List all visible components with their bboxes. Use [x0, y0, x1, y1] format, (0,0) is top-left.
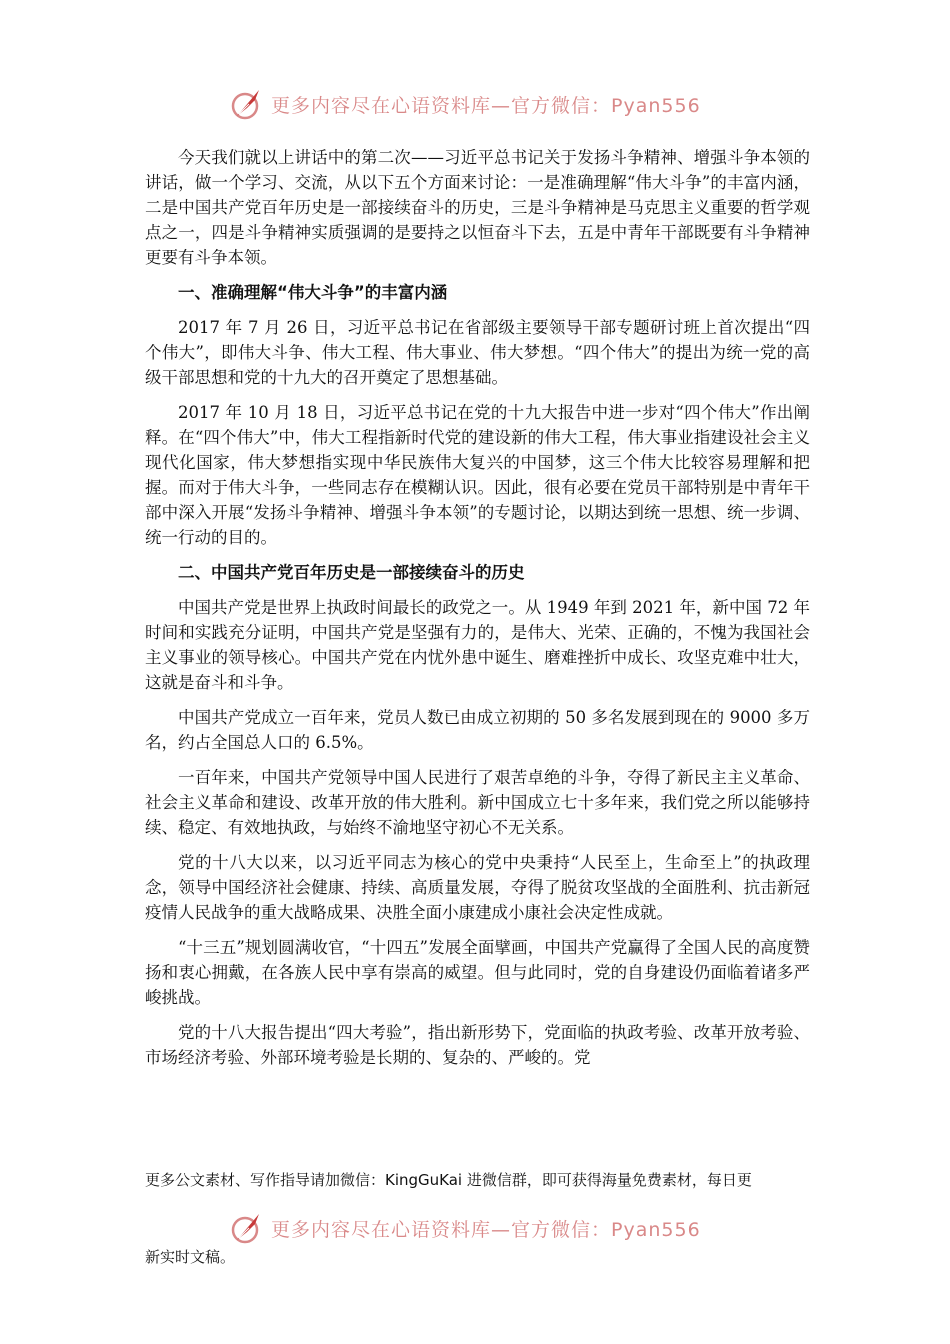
footer-banner: [229, 1208, 789, 1248]
quill-logo-icon: [229, 86, 265, 122]
footer-note: 更多公文素材、写作指导请加微信：KingGuKai 进微信群，即可获得海量免费素材，每日更: [145, 1171, 752, 1189]
section-heading-1: 一、准确理解“伟大斗争”的丰富内涵: [178, 283, 448, 302]
paragraph: 2017 年 10 月 18 日，习近平总书记在党的十九大报告中进一步对“四个伟大”作出阐释。在“四个伟大”中，伟大工程指新时代党的建设新的伟大工程，伟大事业指建设社会主义现代化国家，伟大梦想指实现中华民族伟大复兴的中国梦，这三个伟大比较容易理解和把握。而对于伟大斗争，一些同志存在模糊认识。因此，很有必要在党员干部特别是中青年干部中深入开展“发扬斗争精神、增强斗争本领”的专题讨论，以期达到统一思想、统一步调、统一行动的目的。: [145, 403, 810, 547]
paragraph: 一百年来，中国共产党领导中国人民进行了艰苦卓绝的斗争，夺得了新民主主义革命、社会主义革命和建设、改革开放的伟大胜利。新中国成立七十多年来，我们党之所以能够持续、稳定、有效地执政，与始终不渝地坚守初心不无关系。: [145, 768, 810, 837]
quill-logo-icon: [229, 1210, 265, 1246]
banner-text: 更多内容尽在心语资料库—官方微信：Pyan556: [271, 94, 701, 117]
paragraph: 党的十八大以来，以习近平同志为核心的党中央秉持“人民至上，生命至上”的执政理念，领导中国经济社会健康、持续、高质量发展，夺得了脱贫攻坚战的全面胜利、抗击新冠疫情人民战争的重大战略成果、决胜全面小康建成小康社会决定性成就。: [145, 853, 810, 922]
paragraph: “十三五”规划圆满收官，“十四五”发展全面擘画，中国共产党赢得了全国人民的高度赞扬和衷心拥戴，在各族人民中享有崇高的威望。但与此同时，党的自身建设仍面临着诸多严峻挑战。: [145, 938, 810, 1007]
footer-note-tail: 新实时文稿。: [145, 1248, 236, 1266]
header-banner: [229, 84, 789, 124]
intro-paragraph: 今天我们就以上讲话中的第二次——习近平总书记关于发扬斗争精神、增强斗争本领的讲话，做一个学习、交流，从以下五个方面来讨论：一是准确理解“伟大斗争”的丰富内涵，二是中国共产党百年历史是一部接续奋斗的历史，三是斗争精神是马克思主义重要的哲学观点之一，四是斗争精神实质强调的是要持之以恒奋斗下去，五是中青年干部既要有斗争精神更要有斗争本领。: [145, 148, 810, 267]
document-body: [145, 145, 810, 1080]
paragraph: 2017 年 7 月 26 日，习近平总书记在省部级主要领导干部专题研讨班上首次提出“四个伟大”，即伟大斗争、伟大工程、伟大事业、伟大梦想。“四个伟大”的提出为统一党的高级干部思想和党的十九大的召开奠定了思想基础。: [145, 318, 810, 387]
banner-text: 更多内容尽在心语资料库—官方微信：Pyan556: [271, 1218, 701, 1241]
section-heading-2: 二、中国共产党百年历史是一部接续奋斗的历史: [178, 563, 525, 582]
paragraph: 党的十八大报告提出“四大考验”，指出新形势下，党面临的执政考验、改革开放考验、市场经济考验、外部环境考验是长期的、复杂的、严峻的。党: [145, 1023, 810, 1067]
paragraph: 中国共产党是世界上执政时间最长的政党之一。从 1949 年到 2021 年，新中国 72 年时间和实践充分证明，中国共产党是坚强有力的，是伟大、光荣、正确的，不愧为我国社会主义事业的领导核心。中国共产党在内忧外患中诞生、磨难挫折中成长、攻坚克难中壮大，这就是奋斗和斗争。: [145, 598, 810, 692]
paragraph: 中国共产党成立一百年来，党员人数已由成立初期的 50 多名发展到现在的 9000 多万名，约占全国总人口的 6.5%。: [145, 708, 810, 752]
